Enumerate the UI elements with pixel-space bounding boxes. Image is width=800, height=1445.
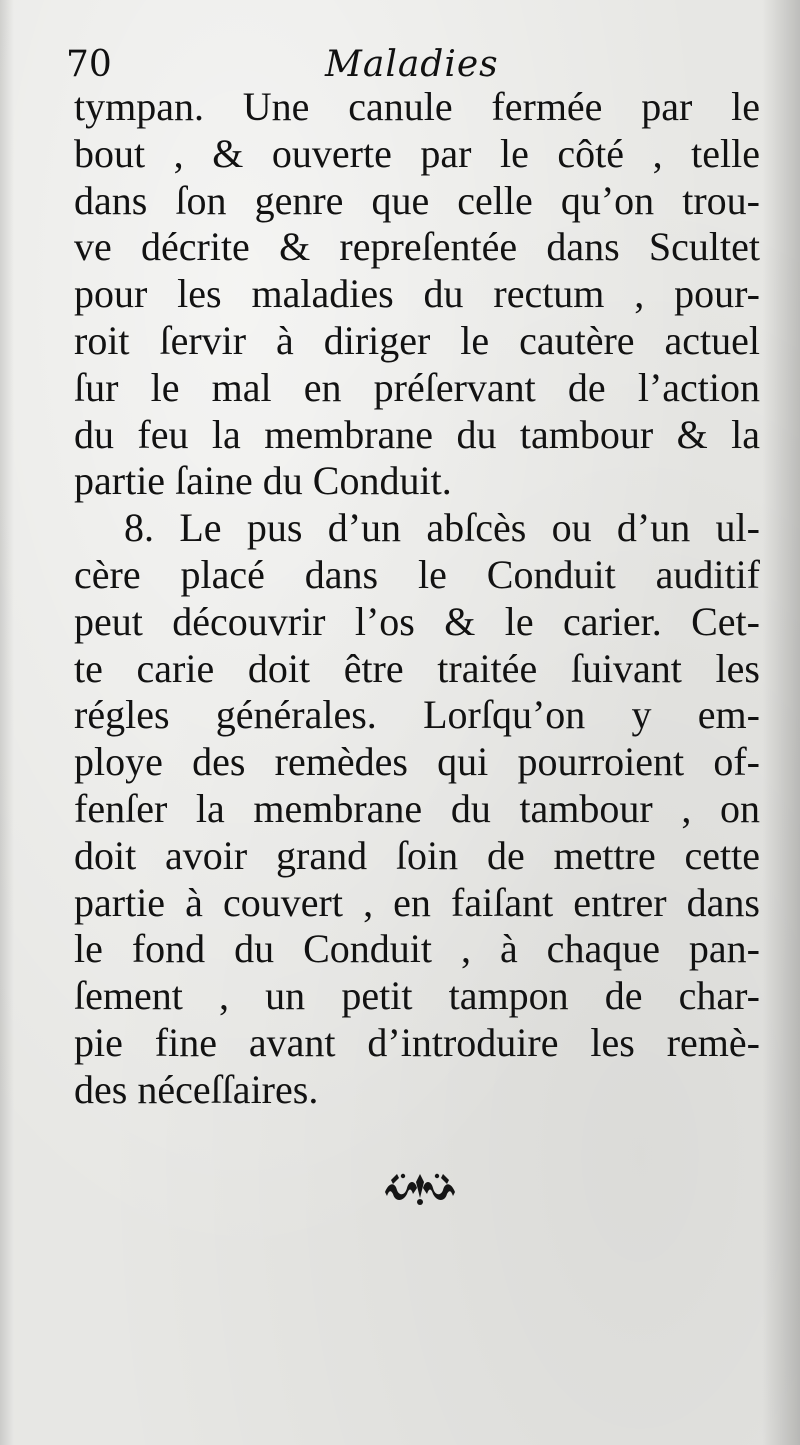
paragraph-1 bbox=[74, 84, 760, 505]
text-line: dans ſon genre que celle qu’on trou- bbox=[74, 177, 760, 223]
text-line: tympan. Une canule fermée par le bbox=[74, 84, 760, 129]
text-line: partie à couvert , en faiſant entrer dans bbox=[74, 879, 760, 925]
text-line: ploye des remèdes qui pourroient of- bbox=[74, 739, 760, 785]
text-line: 8. Le pus d’un abſcès ou d’un ul- bbox=[124, 505, 760, 551]
running-title: Maladies bbox=[325, 44, 499, 85]
body-text bbox=[74, 84, 760, 1114]
paragraph-2 bbox=[74, 505, 760, 1113]
page-header bbox=[62, 40, 762, 90]
text-line: partie ſaine du Conduit. bbox=[74, 458, 452, 504]
text-line: peut découvrir l’os & le carier. Cet- bbox=[74, 598, 760, 644]
text-line: pie fine avant d’introduire les remè- bbox=[74, 1019, 760, 1065]
text-line: du feu la membrane du tambour & la bbox=[74, 411, 760, 457]
text-line: des néceſſaires. bbox=[74, 1066, 319, 1112]
text-line: ve décrite & repreſentée dans Scultet bbox=[74, 224, 760, 270]
text-line: cère placé dans le Conduit auditif bbox=[74, 551, 760, 597]
printers-ornament-icon bbox=[383, 1168, 457, 1208]
text-line: bout , & ouverte par le côté , telle bbox=[74, 130, 760, 176]
text-line: doit avoir grand ſoin de mettre cette bbox=[74, 832, 760, 878]
text-line: fenſer la membrane du tambour , on bbox=[74, 785, 760, 831]
text-line: régles générales. Lorſqu’on y em- bbox=[74, 692, 760, 738]
text-line: roit ſervir à diriger le cautère actuel bbox=[74, 317, 760, 363]
page-number: 70 bbox=[66, 44, 112, 85]
text-line: pour les maladies du rectum , pour- bbox=[74, 271, 760, 317]
page-left-shadow bbox=[0, 0, 14, 1445]
text-line: te carie doit être traitée ſuivant les bbox=[74, 645, 760, 691]
text-line: ſement , un petit tampon de char- bbox=[74, 973, 760, 1019]
text-line: ſur le mal en préſervant de l’action bbox=[74, 364, 760, 410]
page-spine-shadow bbox=[762, 0, 800, 1445]
text-line: le fond du Conduit , à chaque pan- bbox=[74, 926, 760, 972]
